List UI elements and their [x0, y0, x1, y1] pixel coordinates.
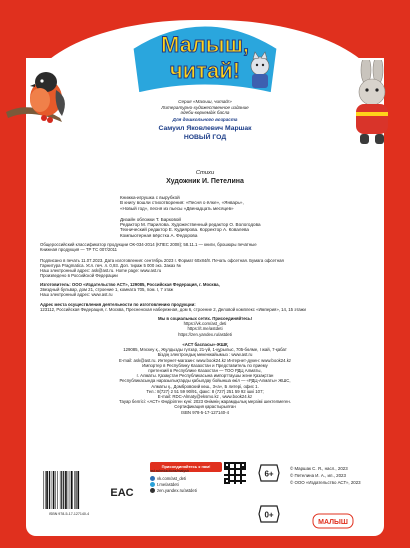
qr-cell	[226, 474, 228, 476]
qr-cell	[234, 470, 236, 472]
barcode-bar	[51, 471, 52, 509]
social-banner-text: Присоединяйтесь к нам!	[161, 464, 211, 469]
qr-cell	[232, 462, 234, 464]
production-address-line: 123112, Российская Федерация, г. Москва, Пресненская набережная, дом 6, строение 2, Деловой комплекс «Империя», 14, 15 этажи	[40, 307, 306, 313]
qr-cell	[228, 470, 230, 472]
qr-cell	[234, 472, 236, 474]
classifier-line: Наш электронный адрес: ask@ast.ru. Home page: www.ast.ru	[40, 268, 162, 274]
kz-line: Біздің электрондық мекенжайымыз : www.ast.ru	[157, 352, 253, 358]
author-name: Самуил Яковлевич Маршак	[158, 125, 252, 132]
qr-cell	[232, 474, 234, 476]
qr-cell	[228, 464, 230, 466]
barcode-bar	[53, 471, 55, 509]
manufacturer-line: Наш электронный адрес: www.ast.ru	[40, 292, 113, 298]
credits-line: Технический редактор Е. Кудиярова. Корректор А. Ковалева	[120, 227, 249, 233]
credits-line: Дизайн обложки Т. Барковой	[120, 216, 181, 222]
qr-cell	[242, 474, 244, 476]
qr-cell	[240, 480, 242, 482]
qr-cell	[226, 462, 228, 464]
series-line2: Литературно-художественное издание	[161, 104, 249, 110]
kz-line: E-mail: RDC-Almaty@eksmo.kz , www.book24.kz	[157, 394, 253, 400]
production-address-header: Адрес места осуществления деятельности по изготовлению продукции:	[40, 302, 196, 307]
manufacturer-block	[40, 282, 370, 298]
qr-cell	[224, 468, 226, 470]
publisher-logo-text: МАЛЫШ	[318, 519, 348, 526]
barcode-bar	[71, 471, 73, 509]
credits-block	[120, 195, 370, 238]
social-link-text: t.me/astdeti	[157, 482, 179, 487]
barcode-bar	[63, 471, 64, 509]
classifier-line: Произведено в Российской Федерации	[40, 273, 118, 279]
cat-icon	[251, 52, 269, 88]
genre: Стихи	[195, 170, 215, 176]
copyright-line: © ООО «Издательство АСТ», 2023	[290, 480, 361, 485]
social-link-row[interactable]	[150, 482, 179, 487]
qr-cell	[234, 474, 236, 476]
barcode-bar	[43, 471, 44, 509]
qr-code[interactable]	[224, 462, 246, 484]
qr-cell	[234, 476, 236, 478]
social-link-zen[interactable]: https://zen.yandex.ru/astdeti	[178, 331, 232, 337]
qr-cell	[240, 474, 242, 476]
isbn-barcode	[40, 468, 98, 518]
social-link-row[interactable]	[150, 488, 197, 493]
qr-cell	[244, 464, 246, 466]
barcode-bar	[60, 471, 61, 509]
qr-cell	[228, 482, 230, 484]
qr-cell	[242, 480, 244, 482]
qr-cell	[228, 474, 230, 476]
age-group: Для дошкольного возраста	[172, 117, 238, 122]
qr-cell	[232, 468, 234, 470]
qr-cell	[234, 464, 236, 466]
logo-line2: читай!	[169, 58, 241, 83]
qr-cell	[230, 474, 232, 476]
barcode-bar	[49, 471, 50, 509]
publisher-logo	[312, 512, 354, 530]
qr-cell	[228, 468, 230, 470]
copyright-line: © Петелина И. А., ил., 2023	[290, 473, 346, 478]
barcode-bar	[70, 471, 71, 509]
kz-line: Сертификация қарастырылған	[174, 404, 236, 410]
illustrator: Художник И. Петелина	[166, 178, 244, 185]
eac-mark	[109, 476, 135, 506]
qr-cell	[240, 466, 242, 468]
qr-cell	[228, 480, 230, 482]
kz-line: 129085, Мәскеу қ., Жұлдызды гүлзар, 21-үй, 1-құрылыс, 705-бөлме, I жай, 7-қабат	[123, 347, 287, 353]
barcode-number: ISBN 978-5-17-127140-4	[48, 512, 90, 516]
kz-line: Алматы қ., Домбровский көш., 3«а», Б литері, офис 1.	[151, 383, 259, 389]
barcode-bar	[61, 471, 62, 509]
kz-line: E-mail: ask@ast.ru. Интернет-магазин: www.book24.kz Интернет-дүкен: www.book24.kz	[118, 357, 292, 363]
classifier-block	[40, 242, 370, 278]
qr-cell	[228, 476, 230, 478]
qr-cell	[224, 466, 226, 468]
qr-cell	[238, 480, 240, 482]
social-link-row[interactable]	[150, 476, 186, 481]
classifier-line: Книжная продукция — ТР ТС 007/2011	[40, 247, 118, 253]
qr-cell	[240, 482, 242, 484]
qr-cell	[242, 468, 244, 470]
qr-cell	[228, 466, 230, 468]
qr-cell	[240, 476, 242, 478]
qr-cell	[234, 468, 236, 470]
social-block	[40, 316, 370, 337]
qr-cell	[224, 478, 226, 480]
qr-cell	[234, 482, 236, 484]
qr-cell	[234, 462, 236, 464]
qr-cell	[234, 466, 236, 468]
credits-line: В книгу вошли стихотворения: «Песня о ёлке», «Январь»,	[120, 200, 244, 206]
credits-line: Компьютерная вёрстка А. Федорова	[120, 232, 198, 238]
qr-cell	[224, 482, 226, 484]
series-logo	[120, 8, 290, 100]
qr-cell	[226, 482, 228, 484]
series-line1: Серия «Малыш, читай!»	[178, 99, 232, 104]
book-title: НОВЫЙ ГОД	[183, 134, 227, 141]
qr-cell	[244, 468, 246, 470]
qr-cell	[238, 468, 240, 470]
qr-cell	[244, 466, 246, 468]
barcode-bar	[65, 471, 67, 509]
age-rating-0-icon	[258, 505, 280, 523]
barcode-bar	[55, 471, 56, 509]
credits-line: Редактор М. Парилова. Художественный редактор О. Вологодова	[120, 222, 261, 228]
social-link-text: vk.com/ast_deti	[157, 476, 187, 481]
qr-cell	[238, 462, 240, 464]
kz-line: Тел.: 8(727) 2 51 59 90/91, факс: 8 (727) 251 59 92 ішкі 107;	[146, 388, 264, 394]
barcode-bar	[76, 471, 77, 509]
barcode-bar	[68, 471, 69, 509]
qr-cell	[230, 468, 232, 470]
qr-cell	[242, 466, 244, 468]
zen-icon	[150, 488, 155, 493]
kz-line: г. Алматы. Қазақстан Республикасына импорттаушы және Қазақстан	[136, 373, 274, 379]
qr-cell	[238, 474, 240, 476]
qr-cell	[240, 470, 242, 472]
barcode-bar	[77, 471, 79, 509]
qr-cell	[244, 462, 246, 464]
qr-cell	[232, 480, 234, 482]
qr-cell	[240, 464, 242, 466]
kz-line: Импортер в Республику Казахстан и Представитель по приему	[142, 362, 268, 368]
credits-line: Книжка-игрушка с вырубкой	[120, 195, 180, 200]
social-link-vk[interactable]: https://vk.com/ast_deti	[183, 321, 227, 327]
credits-line: «Новый год», песня из пьесы «Двенадцать месяцев»	[120, 205, 234, 211]
qr-cell	[224, 462, 226, 464]
kz-importer-block	[40, 342, 370, 415]
qr-cell	[234, 480, 236, 482]
barcode-bar	[46, 471, 48, 509]
qr-cell	[224, 474, 226, 476]
series-line3: әдеби-көркемдік басла	[180, 110, 230, 116]
telegram-icon	[150, 482, 155, 487]
qr-cell	[224, 464, 226, 466]
qr-cell	[230, 480, 232, 482]
qr-cell	[226, 466, 228, 468]
age-rating-6-text: 6+	[264, 469, 274, 479]
manufacturer-line: Изготовитель: ООО «Издательство АСТ», 129085, Российская Федерация, г. Москва,	[40, 282, 220, 287]
qr-cell	[228, 462, 230, 464]
qr-cell	[240, 462, 242, 464]
production-address-block	[40, 302, 370, 312]
qr-cell	[236, 462, 238, 464]
barcode-bar	[74, 471, 75, 509]
qr-cell	[244, 474, 246, 476]
kz-line: Тауар белгісі: «АСТ» Өндірілген күні: 2023 Өнімнің жарамдылық мерзімі шектелмеген.	[119, 399, 291, 405]
classifier-line: Подписано в печать 11.07.2023. Дата изготовления: сентябрь 2023 г. Формат 60х84/8. Печать офсетная. Бумага офсетная	[40, 257, 284, 263]
kz-line: «АСТ баспасы»-ЖШҚ	[182, 342, 228, 347]
qr-cell	[240, 478, 242, 480]
barcode-bar	[45, 471, 46, 509]
social-link-telegram[interactable]: https://t.me/astdeti	[187, 326, 223, 332]
age-rating-0-text: 0+	[264, 510, 274, 520]
kz-line: Республикасында наразылықтарды қабылдау бойынша өкіл — «РДЦ-Алматы» ЖШС,	[119, 378, 291, 384]
qr-cell	[228, 478, 230, 480]
qr-cell	[234, 478, 236, 480]
site-link[interactable]: ast.ru/redactions/malysh	[150, 469, 189, 473]
social-link-text: zen.yandex.ru/astdeti	[157, 488, 197, 493]
eac-text: EAC	[110, 487, 134, 499]
qr-cell	[230, 462, 232, 464]
qr-cell	[240, 468, 242, 470]
vk-icon	[150, 476, 155, 481]
qr-cell	[244, 480, 246, 482]
qr-cell	[226, 468, 228, 470]
classifier-line: Гарнитура Pragmatica. Усл. печ. л. 0,93. Доп. тираж 5 000 экз. Заказ №	[40, 262, 181, 268]
copyright-line: © Маршак С. Я., насл., 2023	[290, 466, 348, 471]
qr-cell	[226, 478, 228, 480]
qr-cell	[236, 468, 238, 470]
qr-cell	[240, 472, 242, 474]
qr-cell	[224, 480, 226, 482]
qr-cell	[228, 472, 230, 474]
kz-line: претензий в Республике Казахстан — ТОО РДЦ Алматы,	[148, 368, 262, 374]
barcode-bar	[57, 471, 58, 509]
qr-cell	[242, 462, 244, 464]
age-rating-6-icon	[258, 464, 280, 482]
series-info	[0, 99, 410, 116]
qr-cell	[236, 474, 238, 476]
classifier-line: Общероссийский классификатор продукции ОК-034-2014 (КПЕС 2008); 58.11.1 — книги, брошюры печатные	[40, 242, 257, 247]
social-header: Мы в социальных сетях. Присоединяйтесь!	[157, 316, 253, 321]
isbn: ISBN 978-5-17-127140-4	[180, 409, 229, 415]
qr-cell	[236, 480, 238, 482]
logo-line1: Малыш,	[160, 32, 250, 57]
manufacturer-line: Звездный бульвар, дом 21, строение 1, комната 705, пом. I, 7 этаж	[40, 287, 174, 293]
